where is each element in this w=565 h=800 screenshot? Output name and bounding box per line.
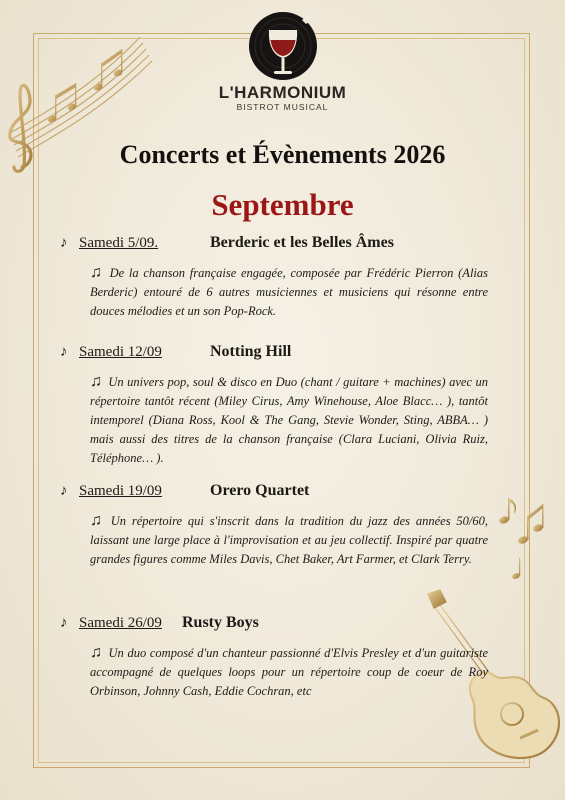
event-item <box>60 233 490 321</box>
logo-block <box>0 8 565 112</box>
event-header <box>60 342 490 362</box>
event-description-text: Un répertoire qui s'inscrit dans la tradition du jazz des années 50/60, laissant une large place à l'improvisation et au jeu collectif. Inspiré par quatre grandes figures comme Miles Davis, Chet Baker, Art Farmer, et Clark Terry. <box>90 514 488 566</box>
event-date: Samedi 12/09 <box>79 344 162 360</box>
beamed-notes-icon: ♫ <box>90 512 105 529</box>
eighth-note-icon: ♪ <box>60 483 68 499</box>
vinyl-wine-glass-logo-icon <box>242 8 324 82</box>
event-header <box>60 613 490 633</box>
event-header <box>60 481 490 501</box>
event-name: Rusty Boys <box>182 614 259 631</box>
beamed-notes-icon: ♫ <box>90 644 103 661</box>
event-item <box>60 481 490 569</box>
event-item <box>60 342 490 468</box>
event-date: Samedi 26/09 <box>79 615 162 631</box>
beamed-notes-icon: ♫ <box>90 264 104 281</box>
event-header <box>60 233 490 253</box>
page-title: Concerts et Évènements 2026 <box>119 140 446 169</box>
beamed-notes-icon: ♫ <box>90 373 103 390</box>
brand-subtitle: BISTROT MUSICAL <box>236 102 329 112</box>
event-description <box>90 263 488 321</box>
event-name: Notting Hill <box>210 343 292 360</box>
event-description <box>90 372 488 468</box>
event-name: Berderic et les Belles Âmes <box>210 234 394 251</box>
brand-name: L'HARMONIUM <box>218 83 347 102</box>
event-item <box>60 613 490 701</box>
event-name: Orero Quartet <box>210 482 310 499</box>
eighth-note-icon: ♪ <box>60 615 68 631</box>
event-description-text: De la chanson française engagée, composée par Frédéric Pierron (Alias Berderic) entouré de 6 autres musiciennes et musiciens qui résonne entre douces mélodies et un son Pop-Rock. <box>90 266 489 318</box>
event-description-text: Un univers pop, soul & disco en Duo (chant / guitare + machines) avec un répertoire tantôt récent (Miley Cirus, Amy Winehouse, Aloe Blacc… ), tantôt intemporel (Diana Ross, Kool & The Gang, Stevie Wonder, Sting, ABBA… ) mais aussi des titres de la chanson française (Clara Luciani, Olivia Ruiz, Téléphone… ). <box>90 375 488 465</box>
eighth-note-icon: ♪ <box>60 235 68 251</box>
event-description <box>90 511 488 569</box>
month-heading: Septembre <box>211 187 354 222</box>
event-description <box>90 643 488 701</box>
eighth-note-icon: ♪ <box>60 344 68 360</box>
event-date: Samedi 5/09. <box>79 235 159 251</box>
event-date: Samedi 19/09 <box>79 483 162 499</box>
event-description-text: Un duo composé d'un chanteur passionné d'Elvis Presley et d'un guitariste accompagné de quelques loops pour un répertoire coup de coeur de Roy Orbinson, Johnny Cash, Eddie Cochran, etc <box>90 646 488 698</box>
